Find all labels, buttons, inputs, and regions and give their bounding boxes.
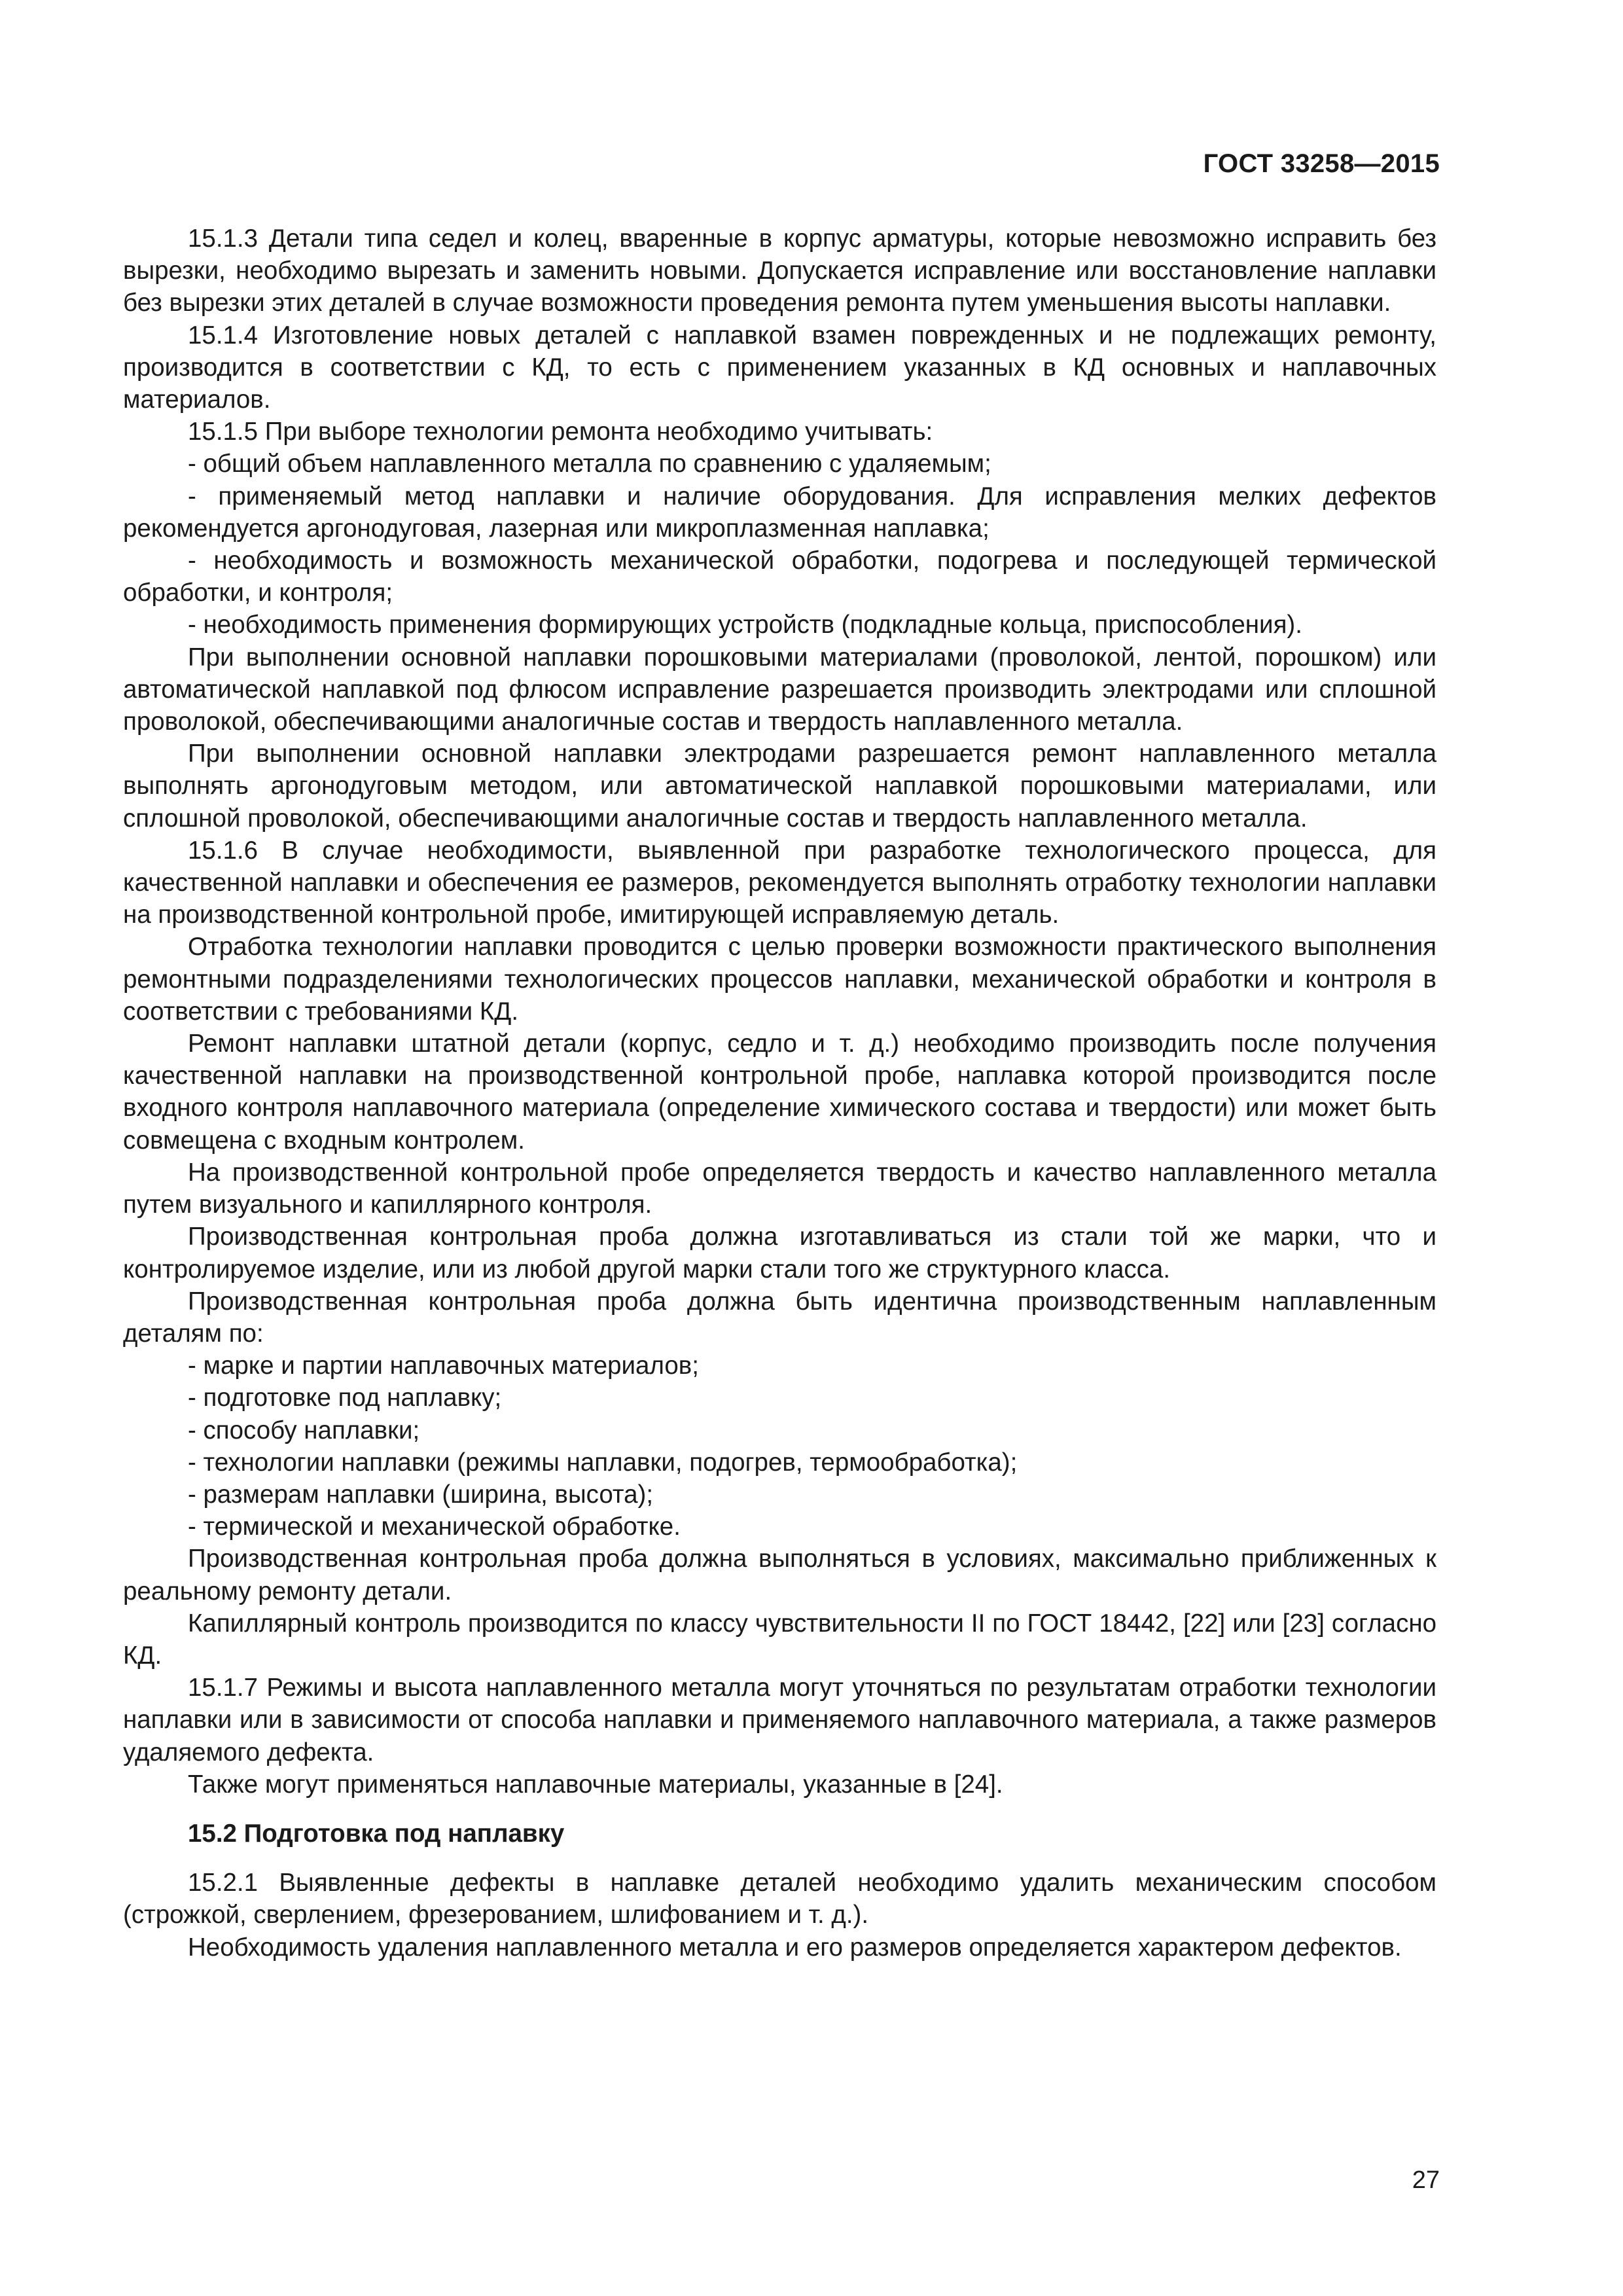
standard-code-header: ГОСТ 33258—2015 (1203, 149, 1440, 178)
paragraph: Капиллярный контроль производится по классу чувствительности II по ГОСТ 18442, [22] или [23] согласно КД. (123, 1609, 1436, 1670)
list-item: - необходимость и возможность механической обработки, подогрева и последующей термической обработки, и контроля; (123, 547, 1436, 607)
paragraph: При выполнении основной наплавки порошковыми материалами (проволокой, лентой, порошком) или автоматической наплавкой под флюсом исправление разрешается производить электродами или сплошной проволокой, обеспечивающими аналогичные состав и твердость наплавленного металла. (123, 643, 1436, 736)
document-body (123, 223, 1436, 1964)
paragraph: Отработка технологии наплавки проводится с целью проверки возможности практического выполнения ремонтными подразделениями технологических процессов наплавки, механической обработки и контроля в соответствии с требованиями КД. (123, 933, 1436, 1026)
paragraph: Производственная контрольная проба должна быть идентична производственным наплавленным деталям по: (123, 1287, 1436, 1348)
paragraph: 15.1.4 Изготовление новых деталей с наплавкой взамен поврежденных и не подлежащих ремонту, производится в соответствии с КД, то есть с применением указанных в КД основных и наплавочных материалов. (123, 321, 1436, 414)
paragraph: Ремонт наплавки штатной детали (корпус, седло и т. д.) необходимо производить после получения качественной наплавки на производственной контрольной пробе, наплавка которой производится после входного контроля наплавочного материала (определение химического состава и твердости) или может быть совмещена с входным контролем. (123, 1030, 1436, 1155)
paragraph: 15.1.5 При выборе технологии ремонта необходимо учитывать: (188, 418, 933, 446)
list-item: - марке и партии наплавочных материалов; (188, 1352, 699, 1380)
paragraph: 15.1.3 Детали типа седел и колец, вваренные в корпус арматуры, которые невозможно исправить без вырезки, необходимо вырезать и заменить новыми. Допускается исправление или восстановление наплавки без вырезки этих деталей в случае возможности проведения ремонта путем уменьшения высоты наплавки. (123, 224, 1436, 317)
paragraph: Необходимость удаления наплавленного металла и его размеров определяется характером дефектов. (188, 1933, 1402, 1962)
paragraph: 15.2.1 Выявленные дефекты в наплавке деталей необходимо удалить механическим способом (строжкой, сверлением, фрезерованием, шлифованием и т. д.). (123, 1869, 1436, 1929)
paragraph: 15.1.6 В случае необходимости, выявленной при разработке технологического процесса, для качественной наплавки и обеспечения ее размеров, рекомендуется выполнять отработку технологии наплавки на производственной контрольной пробе, имитирующей исправляемую деталь. (123, 836, 1436, 929)
paragraph: Производственная контрольная проба должна изготавливаться из стали той же марки, что и контролируемое изделие, или из любой другой марки стали того же структурного класса. (123, 1223, 1436, 1283)
page-number: 27 (1412, 2166, 1440, 2194)
list-item: - размерам наплавки (ширина, высота); (188, 1480, 654, 1509)
list-item: - общий объем наплавленного металла по сравнению с удаляемым; (188, 450, 991, 478)
paragraph: На производственной контрольной пробе определяется твердость и качество наплавленного металла путем визуального и капиллярного контроля. (123, 1158, 1436, 1219)
list-item: - технологии наплавки (режимы наплавки, подогрев, термообработка); (188, 1448, 1018, 1477)
paragraph: Производственная контрольная проба должна выполняться в условиях, максимально приближенных к реальному ремонту детали. (123, 1545, 1436, 1605)
section-heading: 15.2 Подготовка под наплавку (188, 1819, 565, 1848)
paragraph: При выполнении основной наплавки электродами разрешается ремонт наплавленного металла выполнять аргонодуговым методом, или автоматической наплавкой порошковыми материалами, или сплошной проволокой, обеспечивающими аналогичные состав и твердость наплавленного металла. (123, 740, 1436, 833)
list-item: - термической и механической обработке. (188, 1513, 681, 1541)
list-item: - подготовке под наплавку; (188, 1384, 502, 1412)
list-item: - необходимость применения формирующих устройств (подкладные кольца, приспособления). (188, 611, 1302, 639)
list-item: - применяемый метод наплавки и наличие оборудования. Для исправления мелких дефектов рекомендуется аргонодуговая, лазерная или микроплазменная наплавка; (123, 482, 1436, 543)
list-item: - способу наплавки; (188, 1416, 420, 1444)
paragraph: 15.1.7 Режимы и высота наплавленного металла могут уточняться по результатам отработки технологии наплавки или в зависимости от способа наплавки и применяемого наплавочного материала, а также размеров удаляемого дефекта. (123, 1674, 1436, 1767)
paragraph: Также могут применяться наплавочные материалы, указанные в [24]. (188, 1770, 1003, 1799)
